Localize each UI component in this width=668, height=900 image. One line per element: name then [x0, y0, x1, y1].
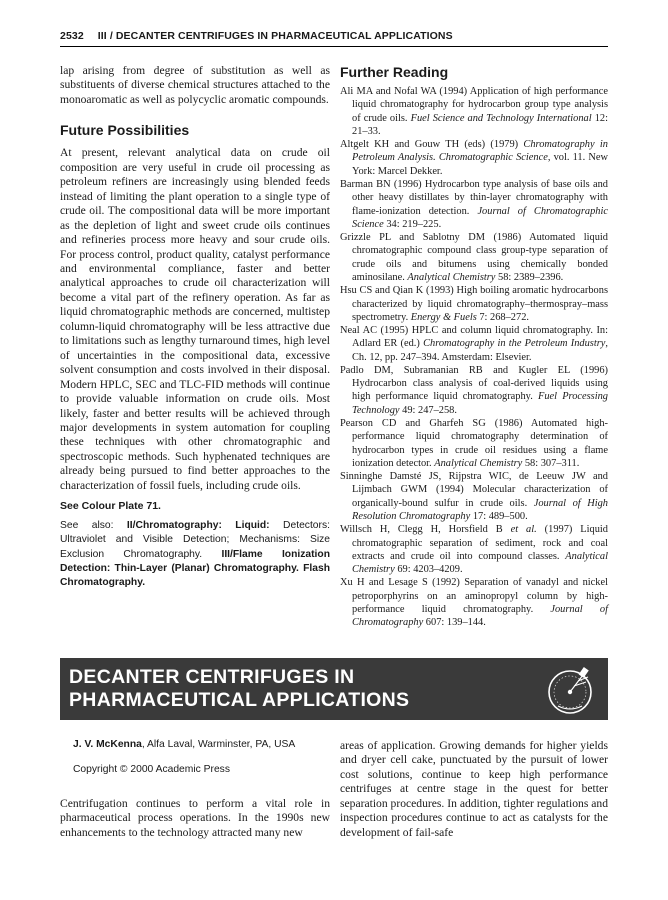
reference-item: Padlo DM, Subramanian RB and Kugler EL (1996) Hydrocarbon class analysis of coal-derived liquids using high performance liquid chromatography. Fuel Processing Technology 49: 247–258. [340, 364, 608, 416]
see-also-link-liquid[interactable]: II/Chromatography: Liquid: [126, 520, 270, 532]
running-head-title: III / DECANTER CENTRIFUGES IN PHARMACEUTICAL APPLICATIONS [97, 30, 453, 42]
reference-item: Ali MA and Nofal WA (1994) Application of high performance liquid chromatography for hydrocarbon group type analysis of crude oils. Fuel Science and Technology International 12: 21–33. [340, 86, 608, 137]
reference-item: Willsch H, Clegg H, Horsfield B et al. (1997) Liquid chromatographic separation of sediment, rock and coal extracts and crude oil into compound classes. Analytical Chemistry 69: 4203–4209. [340, 524, 609, 576]
see-also-label: See also: [60, 520, 114, 532]
reference-item: Pearson CD and Gharfeh SG (1986) Automated high-performance liquid chromatography determination of hydrocarbon types in crude oil residues using a flame ionization detector. Analytical Chemistry 58: 307–311. [340, 418, 608, 469]
see-also-link-flame[interactable]: III/Flame Ionization Detection: Thin-Layer (Planar) Chromatography. Flash Chromatography. [60, 548, 330, 589]
reference-item: Barman BN (1996) Hydrocarbon type analysis of base oils and other heavy distillates by thin-layer chromatography with flame-ionization detection. Journal of Chromatographic Science 34: 219–225. [340, 178, 609, 230]
future-possibilities-text: At present, relevant analytical data on crude oil composition are very useful in crude oil processing as petroleum refiners are increasingly using blended feeds instead of limiting the plant operation to a single type of crude oil. The compositional data will be more important as the depletion of light and sweet crude oils continues and refineries process more heavy and sour crude oils. For process control, product quality, catalyst performance and environmental compliance, faster and better analytical approaches to crude oil characterization will become a vital part of the refinery operation. As far as liquid chromatographic methods are concerned, multistep column-liquid chromatography will be less attractive due to limitations such as lengthy turnaround times, high level of uncertainties in the compositional data, excessive solvent consumption and costs involved in their disposal. Modern HPLC, SEC and TLC-FID methods will continue to provide valuable information on crude oils. Most likely, faster and better results will be achieved through major developments in system automation for coupling these techniques with other chromatographic and spectroscopic methods. Such hyphenated techniques are already being pursued to find better approaches to the characterization of fossil fuels, including crude oils. [60, 146, 330, 492]
header-rule [60, 46, 608, 47]
reference-item: Neal AC (1995) HPLC and column liquid chromatography. In: Adlard ER (ed.) Chromatography in the Petroleum Industry, Ch. 12, pp. 247–394. Amsterdam: Elsevier. [340, 325, 608, 363]
article-title-banner [60, 658, 608, 720]
reference-item: Hsu CS and Qian K (1993) High boiling aromatic hydrocarbons characterized by liquid chromatography–thermospray–mass spectrometry. Energy & Fuels 7: 268–272. [340, 285, 608, 323]
article-title [69, 666, 409, 712]
colour-plate-note: See Colour Plate 71. [60, 500, 161, 513]
future-possibilities-heading: Future Possibilities [60, 122, 190, 139]
article-title-line-2: PHARMACEUTICAL APPLICATIONS [69, 689, 410, 711]
reference-item: Altgelt KH and Gouw TH (eds) (1979) Chromatography in Petroleum Analysis. Chromatographic Science, vol. 11. New York: Marcel Dekker. [340, 139, 608, 177]
copyright-line: Copyright © 2000 Academic Press [73, 764, 230, 775]
article-body-right [340, 739, 608, 840]
reference-list [340, 85, 608, 630]
page-number: 2532 [60, 30, 84, 42]
reference-item: Sinninghe Damsté JS, Rijpstra WIC, de Leeuw JW and Lijmbach GWM (1994) Molecular characterization of organically-bound sulfur in crude oils. Journal of High Resolution Chromatography 17: 489–500. [340, 471, 608, 522]
see-also-text-liquid[interactable]: Detectors: Ultraviolet and Visible Detection; Mechanisms: Size Exclusion Chromatography. [60, 520, 330, 560]
article-body-left-text: Centrifugation continues to perform a vital role in pharmaceutical process operations. In the 1990s new enhancements to the technology attracted many new [60, 797, 330, 839]
left-column [60, 64, 330, 590]
author-name: J. V. McKenna [73, 739, 142, 750]
right-column [340, 64, 608, 630]
centrifuge-emblem-icon [540, 662, 600, 718]
author-byline [73, 739, 295, 750]
author-affiliation: , Alfa Laval, Warminster, PA, USA [141, 739, 296, 750]
intro-fragment: lap arising from degree of substitution as well as substituents of diverse chemical structures attached to the monoaromatic as well as polycyclic aromatic compounds. [60, 64, 330, 106]
see-also-block [60, 519, 330, 590]
reference-item: Xu H and Lesage S (1992) Separation of vanadyl and nickel petroporphyrins on an aminopropyl column by high-performance liquid chromatography. Journal of Chromatography 607: 139–144. [340, 577, 608, 629]
article-body-left [60, 797, 330, 840]
article-title-line-1: DECANTER CENTRIFUGES IN [69, 666, 355, 688]
further-reading-heading: Further Reading [340, 64, 449, 80]
running-head [60, 30, 608, 42]
reference-item: Grizzle PL and Sablotny DM (1986) Automated liquid chromatographic compound class group-type separation of crude oils and bitumens using chemically bonded aminosilane. Analytical Chemistry 58: 2389–2396. [340, 232, 608, 283]
article-body-right-text: areas of application. Growing demands for higher yields and dryer cell cake, punctuated by the pursuit of lower cost solutions, continue to keep high performance centrifuges at centre stage in the quest for better separation procedures. In addition, tighter regulations and inspection procedures continue to act as catalysts for the development of fail-safe [340, 739, 608, 839]
